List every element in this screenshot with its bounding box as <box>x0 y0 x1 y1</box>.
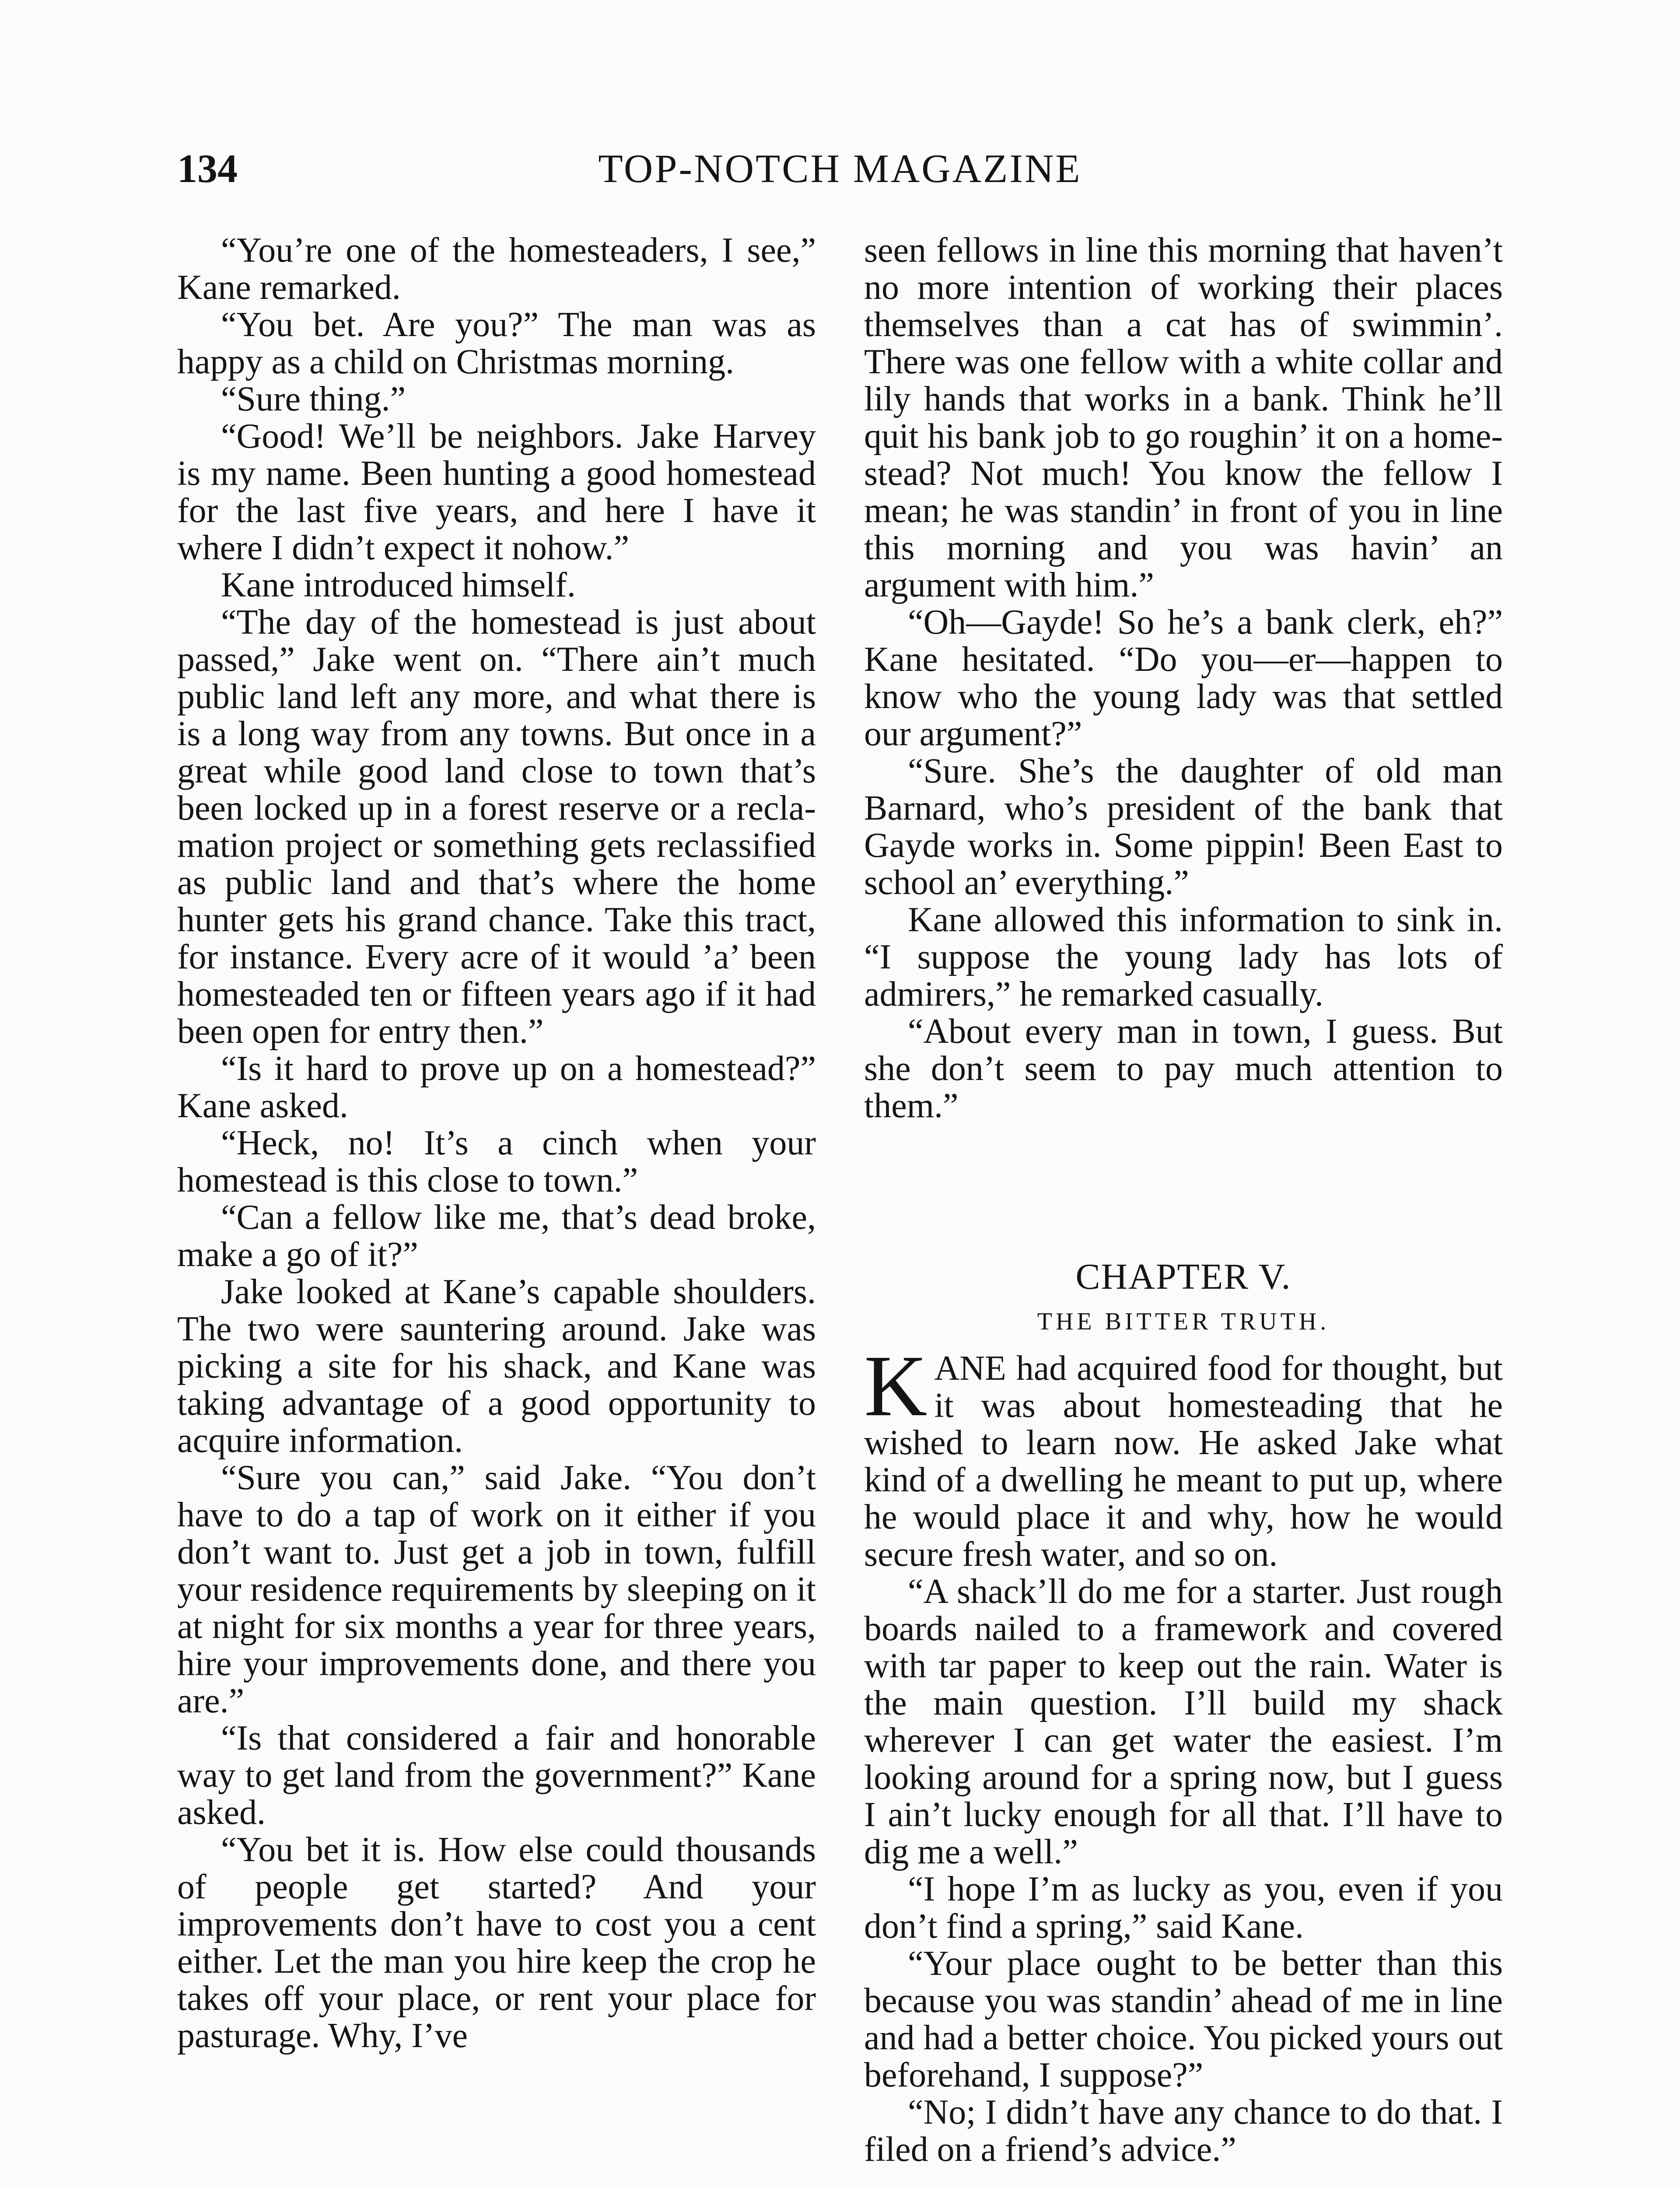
opening-text: ANE had acquired food for thought, but it was about homesteading that he wished to learn now. He asked Jake what kind of a dwelling he meant to put up, where he would place it and why, how he would secure fresh water, and so on. <box>864 1349 1503 1574</box>
paragraph: “Sure. She’s the daughter of old man Barnard, who’s president of the bank that Gayde works in. Some pippin! Been East to school an’ everything.” <box>864 752 1503 902</box>
paragraph: “Sure you can,” said Jake. “You don’t have to do a tap of work on it either if you don’t want to. Just get a job in town, fulfill your residence requirements by sleeping on it at night for six months a year for three years, hire your improvements done, and there you are.” <box>177 1459 816 1720</box>
paragraph: “You bet it is. How else could thousands of people get started? And your improvements don’t have to cost you a cent either. Let the man you hire keep the crop he takes off your place, or rent your place for pasturage. Why, I’ve <box>177 1830 816 2055</box>
chapter-title: CHAPTER V. <box>1075 1256 1292 1297</box>
paragraph: “Oh—Gayde! So he’s a bank clerk, eh?” Kane hesitated. “Do you—er—happen to know who the young lady was that settled our argument?” <box>864 603 1503 753</box>
paragraph: “You’re one of the homesteaders, I see,” Kane remarked. <box>177 231 816 307</box>
paragraph: “Sure thing.” <box>221 380 406 418</box>
paragraph: “I hope I’m as lucky as you, even if you don’t find a spring,” said Kane. <box>864 1870 1503 1946</box>
paragraph: “The day of the homestead is just about passed,” Jake went on. “There ain’t much public land left any more, and what there is is a long way from any towns. But once in a great while good land close to town that’s been locked up in a forest reserve or a reclamation project or something gets reclassified as public land and that’s where the home hunter gets his grand chance. Take this tract, for instance. Every acre of it would ’a’ been homesteaded ten or fifteen years ago if it had been open for entry then.” <box>177 603 816 1051</box>
page-number: 134 <box>177 146 238 191</box>
left-column <box>177 232 816 2055</box>
paragraph: “About every man in town, I guess. But she don’t seem to pay much attention to them.” <box>864 1012 1503 1125</box>
chapter-subtitle: THE BITTER TRUTH. <box>1037 1308 1330 1335</box>
paragraph: “No; I didn’t have any chance to do that. I filed on a friend’s advice.” <box>864 2093 1503 2169</box>
paragraph: “You bet. Are you?” The man was as happy as a child on Christmas morning. <box>177 305 816 381</box>
paragraph: “Good! We’ll be neighbors. Jake Harvey is my name. Been hunting a good homestead for the last five years, and here I have it where I didn’t expect it nohow.” <box>177 417 816 567</box>
chapter-opening-paragraph <box>864 1338 1503 1574</box>
paragraph: “A shack’ll do me for a starter. Just rough boards nailed to a framework and covered with tar paper to keep out the rain. Water is the main question. I’ll build my shack wherever I can get water the easiest. I’m looking around for a spring now, but I guess I ain’t lucky enough for all that. I’ll have to dig me a well.” <box>864 1572 1503 1871</box>
right-column <box>864 232 1503 2168</box>
page-header <box>0 144 1680 193</box>
drop-cap: K <box>864 1338 928 1434</box>
paragraph: “Can a fellow like me, that’s dead broke, make a go of it?” <box>177 1198 816 1274</box>
paragraph: Kane allowed this information to sink in. “I suppose the young lady has lots of admirers,” he remarked casually. <box>864 901 1503 1013</box>
paragraph: “Is that considered a fair and honorable way to get land from the government?” Kane asked. <box>177 1719 816 1832</box>
paragraph: seen fellows in line this morning that haven’t no more intention of working their places themselves than a cat has of swimmin’. There was one fellow with a white collar and lily hands that works in a bank. Think he’ll quit his bank job to go roughin’ it on a homestead? Not much! You know the fellow I mean; he was standin’ in front of you in line this morning and you was havin’ an argument with him.” <box>864 231 1503 604</box>
paragraph: Kane introduced himself. <box>221 566 576 604</box>
paragraph: “Your place ought to be better than this because you was standin’ ahead of me in line and had a better choice. You picked yours out beforehand, I suppose?” <box>864 1944 1503 2094</box>
paragraph: “Is it hard to prove up on a homestead?” Kane asked. <box>177 1049 816 1125</box>
paragraph: Jake looked at Kane’s capable shoulders. The two were sauntering around. Jake was picking a site for his shack, and Kane was taking advantage of a good opportunity to acquire information. <box>177 1273 816 1460</box>
running-title: TOP-NOTCH MAGAZINE <box>598 146 1082 191</box>
paragraph: “Heck, no! It’s a cinch when your homestead is this close to town.” <box>177 1124 816 1199</box>
